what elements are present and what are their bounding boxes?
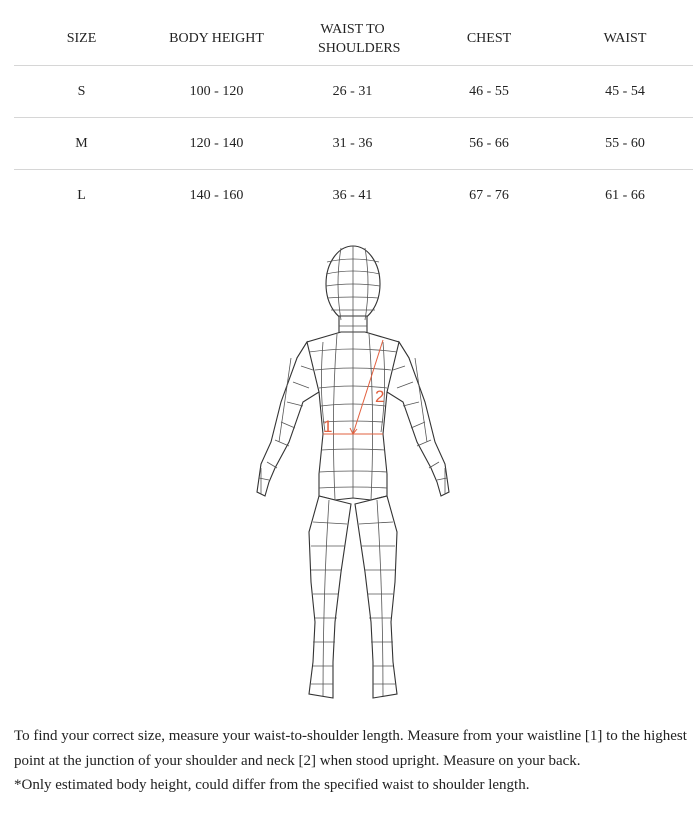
mannequin-illustration: [249, 242, 459, 704]
header-waist: WAIST: [557, 12, 693, 66]
cell-size: L: [77, 187, 86, 203]
marker-label-2: 2: [375, 387, 385, 406]
cell-body-height: 120 - 140: [149, 118, 284, 170]
cell-size: M: [14, 118, 149, 170]
cell-chest: 67 - 76: [469, 187, 509, 203]
table-row: [14, 170, 693, 222]
cell-waist-to-shoulders: 31 - 36: [284, 118, 421, 170]
instructions-paragraph: To find your correct size, measure your waist-to-shoulder length. Measure from your waistline [1] to the highest point at the junction of your shoulder and neck [2] when stood upright. Measure on your back.: [14, 728, 687, 769]
table-row: [14, 118, 693, 170]
instructions-footnote: *Only estimated body height, could differ from the specified waist to shoulder length.: [14, 777, 530, 793]
marker-label-1: 1: [323, 417, 333, 436]
cell-size: S: [14, 66, 149, 118]
cell-chest: 56 - 66: [421, 118, 557, 170]
header-waist-to-shoulders: WAIST TO SHOULDERS: [284, 12, 421, 66]
cell-chest: 46 - 55: [421, 66, 557, 118]
table-row: [14, 66, 693, 118]
header-size: SIZE: [14, 12, 149, 66]
measuring-instructions: [14, 724, 694, 798]
cell-waist: 45 - 54: [557, 66, 693, 118]
mannequin-mesh: [259, 246, 447, 696]
cell-waist: 55 - 60: [557, 118, 693, 170]
cell-waist-to-shoulders: 26 - 31: [284, 66, 421, 118]
cell-body-height: 140 - 160: [189, 187, 244, 203]
size-chart-table: [14, 12, 693, 221]
cell-waist-to-shoulders: 36 - 41: [332, 187, 373, 203]
cell-body-height: 100 - 120: [149, 66, 284, 118]
header-body-height: BODY HEIGHT: [149, 12, 284, 66]
table-header-row: [14, 12, 693, 66]
measurement-figure: [249, 242, 459, 704]
header-chest: CHEST: [421, 12, 557, 66]
cell-waist: 61 - 66: [605, 187, 645, 203]
